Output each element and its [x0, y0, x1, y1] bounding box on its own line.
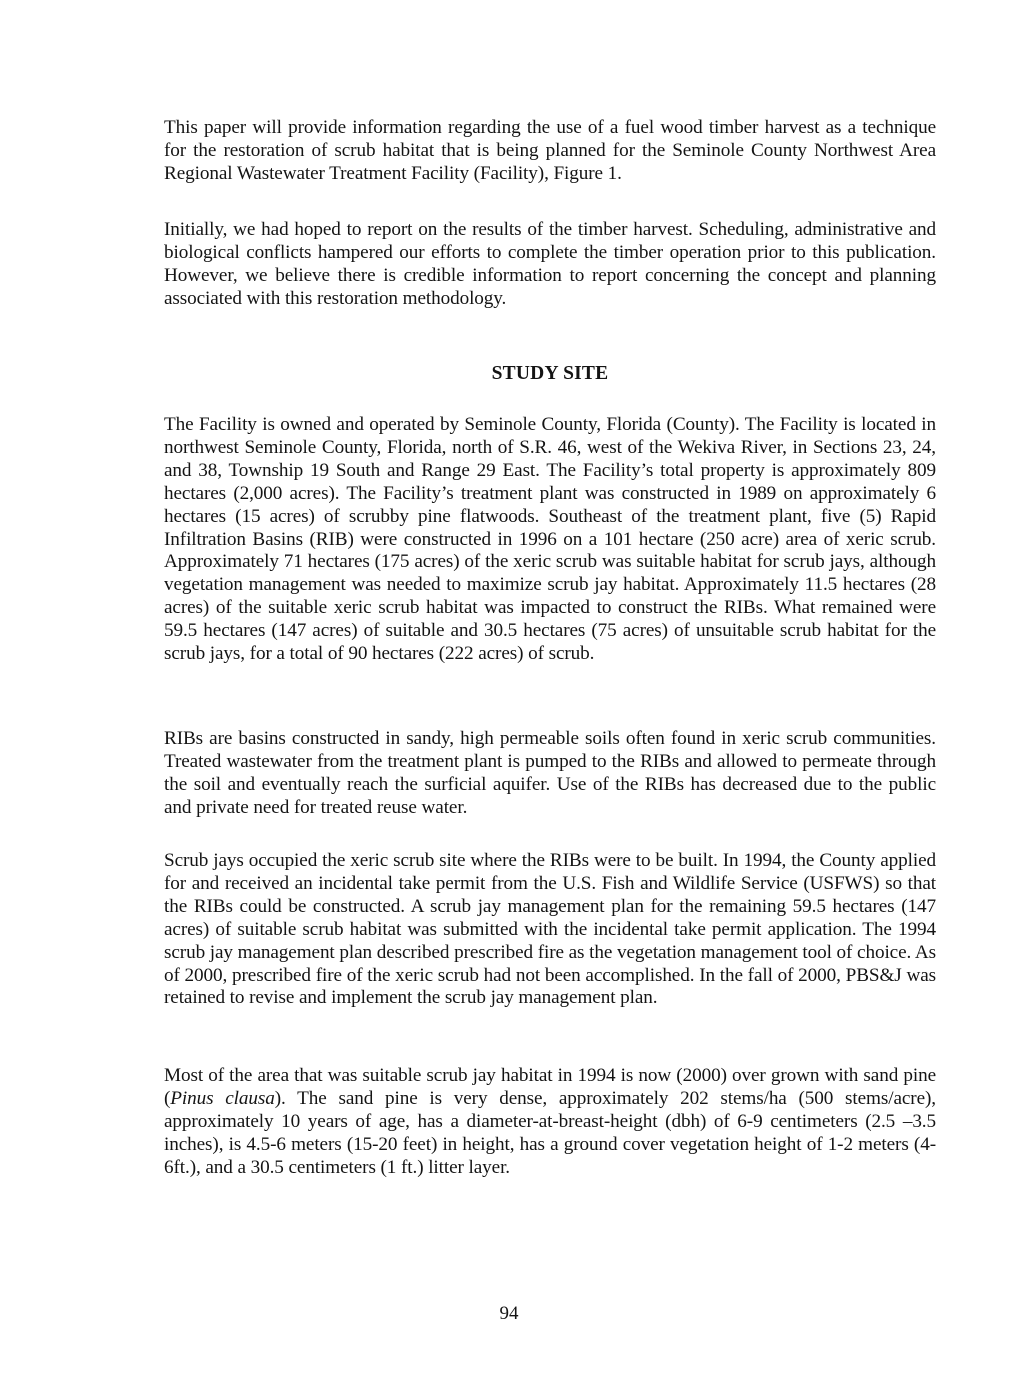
species-name-italic: Pinus clausa: [170, 1087, 275, 1109]
sand-pine-text-before: Most of the area that was suitable scrub jay habitat in 1994 is now (2000) over grown with sand pine (: [164, 1065, 936, 1109]
intro-paragraph-purpose: This paper will provide information regarding the use of a fuel wood timber harvest as a technique for the restoration of scrub habitat that is being planned for the Seminole County Northwest Area Regional Wastewater Treatment Facility (Facility), Figure 1.: [164, 117, 936, 184]
intro-paragraph-status: Initially, we had hoped to report on the results of the timber harvest. Scheduling, administrative and biological conflicts hampered our efforts to complete the timber operation prior to this publication. However, we believe there is credible information to report concerning the concept and planning associated with this restoration methodology.: [164, 219, 936, 309]
study-site-paragraph-ribs: RIBs are basins constructed in sandy, high permeable soils often found in xeric scrub communities. Treated wastewater from the treatment plant is pumped to the RIBs and allowed to permeate through the soil and eventually reach the surficial aquifer. Use of the RIBs has decreased due to the public and private need for treated reuse water.: [164, 728, 936, 818]
study-site-paragraph-sand-pine: [164, 1065, 936, 1180]
study-site-paragraph-facility: The Facility is owned and operated by Seminole County, Florida (County). The Facility is located in northwest Seminole County, Florida, north of S.R. 46, west of the Wekiva River, in Sections 23, 24, and 38, Township 19 South and Range 29 East. The Facility’s total property is approximately 809 hectares (2,000 acres). The Facility’s treatment plant was constructed in 1989 on approximately 6 hectares (15 acres) of scrubby pine flatwoods. Southeast of the treatment plant, five (5) Rapid Infiltration Basins (RIB) were constructed in 1996 on a 101 hectare (250 acre) area of xeric scrub. Approximately 71 hectares (175 acres) of the xeric scrub was suitable habitat for scrub jays, although vegetation management was needed to maximize scrub jay habitat. Approximately 11.5 hectares (28 acres) of the suitable xeric scrub habitat was impacted to construct the RIBs. What remained were 59.5 hectares (147 acres) of suitable and 30.5 hectares (75 acres) of unsuitable scrub habitat for the scrub jays, for a total of 90 hectares (222 acres) of scrub.: [164, 414, 936, 665]
sand-pine-text-after: ). The sand pine is very dense, approximately 202 stems/ha (500 stems/acre), approximately 10 years of age, has a diameter-at-breast-height (dbh) of 6-9 centimeters (2.5 –3.5 inches), is 4.5-6 meters (15-20 feet) in height, has a ground cover vegetation height of 1-2 meters (4-6ft.), and a 30.5 centimeters (1 ft.) litter layer.: [164, 1087, 936, 1178]
study-site-paragraph-scrub-jays: Scrub jays occupied the xeric scrub site where the RIBs were to be built. In 1994, the County applied for and received an incidental take permit from the U.S. Fish and Wildlife Service (USFWS) so that the RIBs could be constructed. A scrub jay management plan for the remaining 59.5 hectares (147 acres) of suitable scrub habitat was submitted with the incidental take permit application. The 1994 scrub jay management plan described prescribed fire as the vegetation management tool of choice. As of 2000, prescribed fire of the xeric scrub had not been accomplished. In the fall of 2000, PBS&J was retained to revise and implement the scrub jay management plan.: [164, 850, 936, 1009]
section-heading-study-site: STUDY SITE: [491, 363, 609, 384]
page-number: 94: [499, 1303, 519, 1324]
